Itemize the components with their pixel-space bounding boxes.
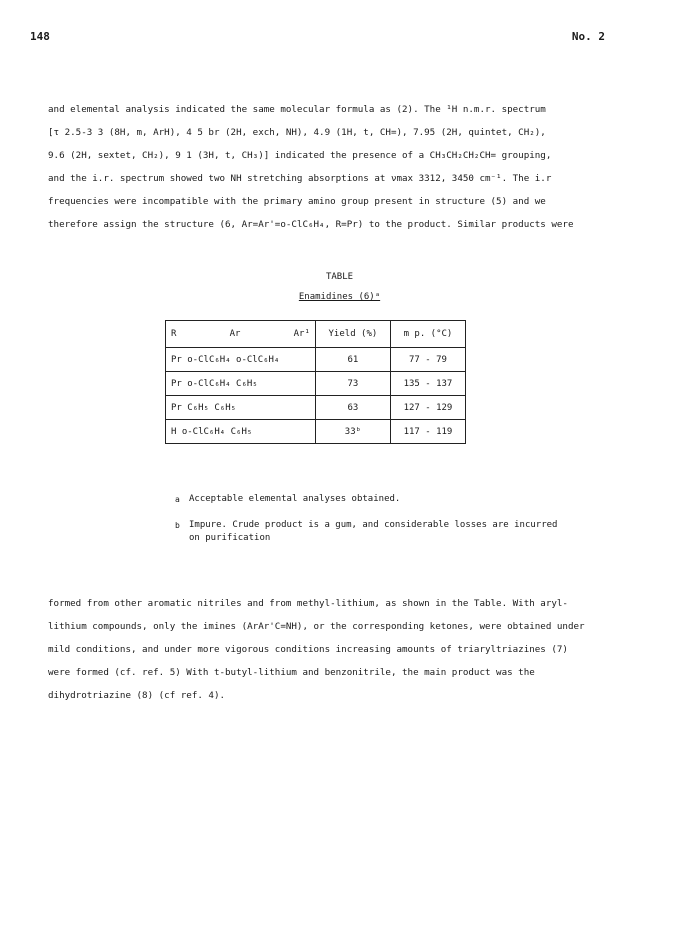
table-row [166,372,466,396]
text-line: frequencies were incompatible with the primary amino group present in structure (5) and we [48,196,546,207]
table-header-row [166,321,466,348]
footnote-a-text: Acceptable elemental analyses obtained. [189,494,401,504]
table-row [166,348,466,372]
text-line: dihydrotriazine (8) (cf ref. 4). [48,690,226,701]
table-row [166,420,466,444]
paragraph-2 [48,592,638,707]
cell-ar: o-ClC₆H₄ [181,426,226,437]
cell-yield: 61 [315,348,390,372]
header-r: R [171,329,177,339]
text-line: and the i.r. spectrum showed two NH stretching absorptions at νmax 3312, 3450 cm⁻¹. The i.r [48,173,552,184]
header-yield: Yield (%) [315,321,390,348]
text-line: formed from other aromatic nitriles and from methyl-lithium, as shown in the Table. With aryl- [48,598,568,609]
substituent-cell [166,420,316,444]
cell-ar: o-ClC₆H₄ [187,354,231,365]
text-line: and elemental analysis indicated the same molecular formula as (2). The ¹H n.m.r. spectrum [48,104,546,115]
substituent-cell [166,396,316,420]
cell-mp: 127 - 129 [390,396,465,420]
cell-yield: 63 [315,396,390,420]
cell-r: H [171,426,177,437]
table-subtitle: Enamidines (6)ᵃ [298,292,381,302]
cell-ar1: C₆H₅ [236,378,258,389]
cell-ar1: C₆H₅ [230,426,253,437]
journal-issue: No. 2 [571,30,605,43]
text-line: mild conditions, and under more vigorous conditions increasing amounts of triaryltriazines (7) [48,644,568,655]
cell-mp: 135 - 137 [390,372,465,396]
cell-mp: 77 - 79 [390,348,465,372]
text-line: 9.6 (2H, sextet, CH₂), 9 1 (3H, t, CH₃)] indicated the presence of a CH₃CH₂CH₂CH= grouping, [48,150,552,161]
text-line: therefore assign the structure (6, Ar=Ar'=o-ClC₆H₄, R=Pr) to the product. Similar products were [48,219,574,230]
text-line: were formed (cf. ref. 5) With t-butyl-lithium and benzonitrile, the main product was the [48,667,535,678]
substituent-cell [166,348,316,372]
cell-yield: 73 [315,372,390,396]
cell-r: Pr [171,402,182,413]
cell-ar: C₆H₅ [187,402,209,413]
enamidines-table [165,320,466,444]
footnote-b-mark: b [175,521,180,530]
footnote-a [175,493,595,506]
header-ar: Ar [229,329,241,339]
header-r-ar-ar1 [166,321,316,348]
footnote-a-mark: a [175,495,180,504]
table-row [166,396,466,420]
cell-r: Pr [171,378,182,389]
cell-yield: 33ᵇ [315,420,390,444]
text-line: [τ 2.5-3 3 (8H, m, ArH), 4 5 br (2H, exch, NH), 4.9 (1H, t, CH=), 7.95 (2H, quintet, CH₂), [48,127,546,138]
header-ar1: Ar¹ [293,329,310,339]
footnote-b-text: Impure. Crude product is a gum, and considerable losses are incurred on purification [189,520,558,543]
page-number: 148 [30,30,50,43]
table-title: TABLE [325,272,354,282]
cell-ar: o-ClC₆H₄ [187,378,231,389]
paragraph-1 [48,98,638,236]
text-line: lithium compounds, only the imines (ArAr'C=NH), or the corresponding ketones, were obtained under [48,621,585,632]
header-mp: m p. (°C) [390,321,465,348]
cell-r: Pr [171,354,182,365]
cell-ar1: C₆H₅ [214,402,237,413]
footnote-b [175,519,595,545]
substituent-cell [166,372,316,396]
cell-mp: 117 - 119 [390,420,465,444]
cell-ar1: o-ClC₆H₄ [236,354,280,365]
